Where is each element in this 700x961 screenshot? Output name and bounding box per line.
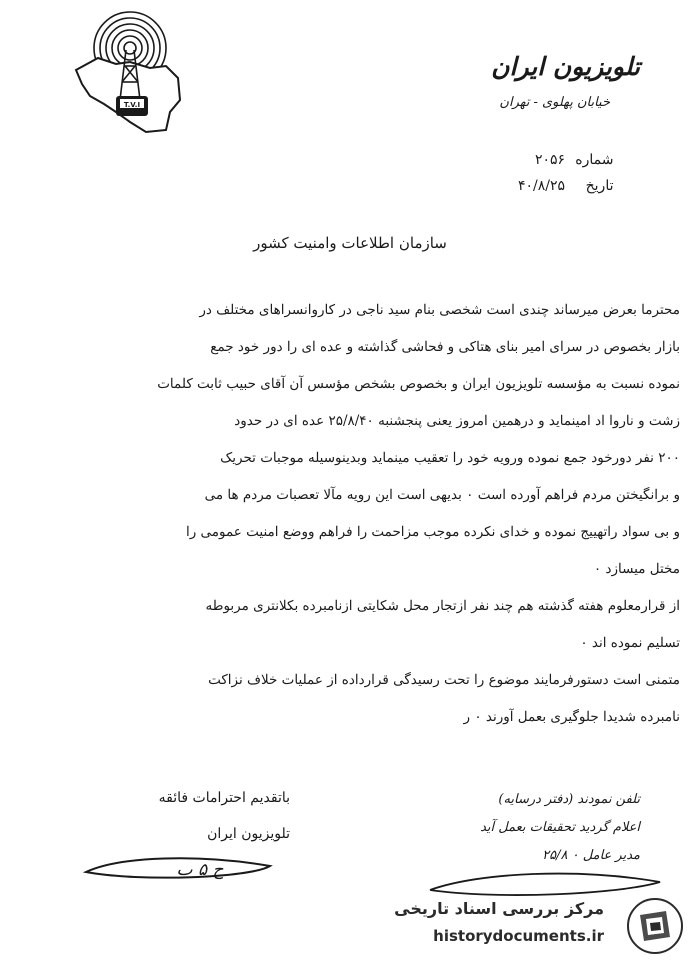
- handwritten-line: اعلام گردید تحقیقات بعمل آید: [480, 820, 640, 835]
- number-value: ۲۰۵۶: [534, 152, 566, 168]
- body-line: بازار بخصوص در سرای امیر بنای هتاکی و فحاشی گذاشته و عده ای را دور خود جمع: [210, 339, 680, 355]
- date-row: [518, 178, 613, 204]
- closing-regards: باتقدیم احترامات فائقه: [158, 790, 290, 806]
- body-line: و بی سواد راتهییج نموده و خدای نکرده موجب مزاحمت را فراهم ووضع امنیت عمومی را: [185, 524, 680, 540]
- date-label: تاریخ: [585, 178, 614, 194]
- tv-antenna-iran-map-logo: [70, 8, 190, 138]
- closing-block: [70, 785, 290, 857]
- body-line: نموده نسبت به مؤسسه تلویزیون ایران و بخصوص بشخص مؤسس آن آقای حبیب ثابت کلمات: [157, 376, 680, 392]
- archive-seal-icon: [626, 897, 684, 955]
- body-line: متمنی است دستورفرمایند موضوع را تحت رسیدگی قرارداده از عملیات خلاف نزاکت: [208, 672, 680, 688]
- number-row: [518, 152, 613, 178]
- date-value: ۴۰/۸/۲۵: [518, 178, 566, 194]
- logo-badge: T.V.I: [123, 101, 141, 109]
- watermark-text: مرکز بررسی اسناد تاریخی: [394, 899, 604, 918]
- body-line: از قرارمعلوم هفته گذشته هم چند نفر ازتجار محل شکایتی ازنامبرده بکلانتری مربوطه: [205, 598, 680, 614]
- body-line: و برانگیختن مردم فراهم آورده است ۰ بدیهی است این رویه مآلا تعصبات مردم ها می: [204, 487, 680, 503]
- org-address: خیابان پهلوی - تهران: [499, 95, 610, 110]
- recipient-heading: سازمان اطلاعات وامنیت کشور: [253, 234, 447, 252]
- body-line: ۲۰۰ نفر دورخود جمع نموده ورویه خود را تعقیب مینماید وبدینوسیله موجبات تحریک: [220, 450, 680, 466]
- document-meta: [518, 152, 613, 204]
- handwritten-line: مدیر عامل ۰ ۲۵/۸: [542, 848, 640, 863]
- letterhead: [491, 52, 640, 110]
- signature-scribble: [80, 848, 280, 888]
- number-label: شماره: [575, 152, 614, 168]
- body-line: مختل میسازد ۰: [593, 561, 680, 577]
- signature-mark: ح ۵ ب: [176, 860, 224, 880]
- watermark-url: historydocuments.ir: [433, 927, 604, 945]
- org-name: تلویزیون ایران: [491, 52, 640, 81]
- body-line: زشت و ناروا اد امینماید و درهمین امروز یعنی پنجشنبه ۲۵/۸/۴۰ عده ای در حدود: [234, 413, 680, 429]
- letter-body: [18, 297, 680, 741]
- body-line: محترما بعرض میرساند چندی است شخصی بنام سید ناجی در کاروانسراهای مختلف در: [199, 302, 680, 318]
- archive-watermark: [328, 895, 688, 957]
- body-line: نامبرده شدیدا جلوگیری بعمل آورند ۰ ر: [463, 709, 680, 725]
- closing-signatory: تلویزیون ایران: [207, 826, 290, 842]
- body-line: تسلیم نموده اند ۰: [580, 635, 680, 651]
- handwritten-line: تلفن نمودند (دفتر درسایه): [498, 792, 640, 807]
